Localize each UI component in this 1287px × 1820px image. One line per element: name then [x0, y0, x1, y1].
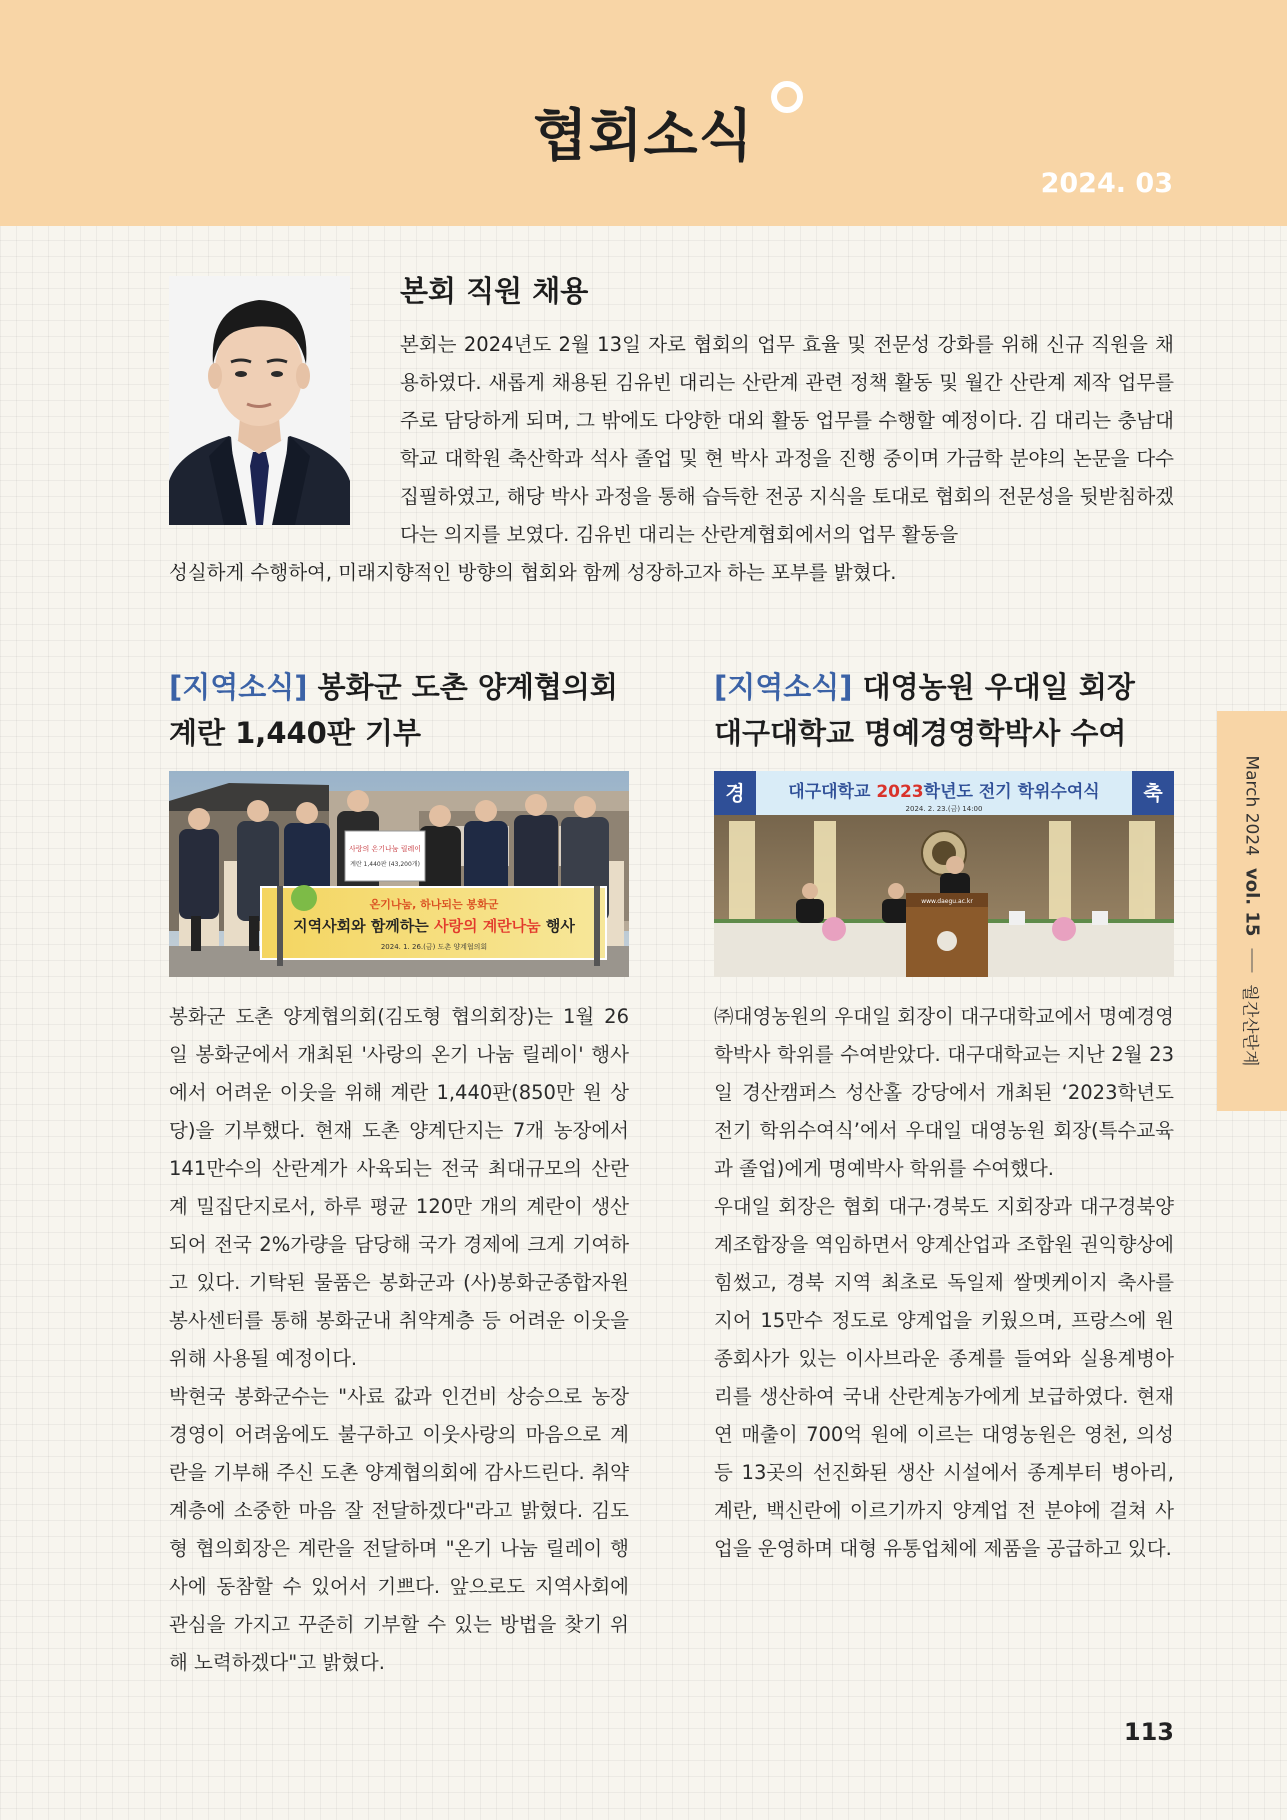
side-divider: [1252, 948, 1253, 972]
podium-text: www.daegu.ac.kr: [921, 898, 973, 905]
right-article-title: [714, 664, 1174, 756]
banner-text-b: 2023: [876, 782, 924, 802]
banner-text-c: 학년도 전기 학위수여식: [923, 782, 1100, 802]
staff-portrait: [169, 276, 350, 525]
region-news-tag: [지역소식]: [714, 670, 853, 704]
ceremony-banner-date: 2024. 2. 23.(금) 14:00: [905, 805, 983, 813]
banner-main-text: [293, 917, 575, 935]
banner-main-b: 사랑의 계란나눔: [434, 917, 541, 935]
left-article-body: [169, 998, 629, 1682]
graduation-ceremony-photo: [714, 771, 1174, 977]
issue-date: 2024. 03: [1040, 168, 1173, 199]
ceremony-photo-illustration: [714, 771, 1174, 977]
sign-line1: 사랑의 온기나눔 릴레이: [348, 845, 422, 853]
side-issue-tab: [1217, 711, 1287, 1111]
banner-main-c: 행사: [540, 917, 575, 935]
left-title-line2: 계란 1,440판 기부: [169, 716, 421, 750]
sign-line2: 계란 1,440판 (43,200개): [350, 861, 420, 868]
right-paragraph-1: ㈜대영농원의 우대일 회장이 대구대학교에서 명예경영학박사 학위를 수여받았다. 대구대학교는 지난 2월 23일 경산캠퍼스 성산홀 강당에서 개최된 ‘2023학년도 전기 학위수여식’에서 우대일 대영농원 회장(특수교육과 졸업)에게 명예박사 학위를 수여했다.: [714, 1005, 1174, 1180]
side-tab-text: [1240, 755, 1265, 1066]
ceremony-banner-text: [788, 781, 1099, 802]
banner-top-text: 온기나눔, 하나되는 봉화군: [369, 898, 499, 911]
staff-section-title: 본회 직원 채용: [400, 274, 589, 308]
page-number: 113: [1123, 1718, 1174, 1746]
title-ring-ornament: [771, 81, 803, 113]
region-news-tag: [지역소식]: [169, 670, 308, 704]
right-title-line1: 대영농원 우대일 회장: [862, 670, 1135, 704]
side-magazine-name: 월간산란계: [1239, 984, 1260, 1067]
side-volume: vol. 15: [1241, 867, 1263, 937]
staff-paragraph: 본회는 2024년도 2월 13일 자로 협회의 업무 효율 및 전문성 강화를 위해 신규 직원을 채용하였다. 새롭게 채용된 김유빈 대리는 산란계 관련 정책 활동 및 월간 산란계 제작 업무를 주로 담당하게 되며, 그 밖에도 다양한 대외 활동 업무를 수행할 예정이다. 김 대리는 충남대학교 대학원 축산학과 석사 졸업 및 현 박사 과정을 진행 중이며 가금학 분야의 논문을 다수 집필하였고, 해당 박사 과정을 통해 습득한 전공 지식을 토대로 협회의 전문성을 뒷받침하겠다는 의지를 보였다. 김유빈 대리는 산란계협회에서의 업무 활동을: [400, 333, 1174, 546]
left-paragraph-1: 봉화군 도촌 양계협의회(김도형 협의회장)는 1월 26일 봉화군에서 개최된 '사랑의 온기 나눔 릴레이' 행사에서 어려운 이웃을 위해 계란 1,440판(850만 원 상당)을 기부했다. 현재 도촌 양계단지는 7개 농장에서 141만수의 산란계가 사육되는 전국 최대규모의 산란계 밀집단지로서, 하루 평균 120만 개의 계란이 생산되어 전국 2%가량을 담당해 국가 경제에 크게 기여하고 있다. 기탁된 물품은 봉화군과 (사)봉화군종합자원봉사센터를 통해 봉화군내 취약계층 등 어려운 이웃을 위해 사용될 예정이다.: [169, 1005, 629, 1370]
left-paragraph-2: 박현국 봉화군수는 "사료 값과 인건비 상승으로 농장경영이 어려움에도 불구하고 이웃사랑의 마음으로 계란을 기부해 주신 도촌 양계협의회에 감사드린다. 취약계층에 소중한 마음 잘 전달하겠다"라고 밝혔다. 김도형 협의회장은 계란을 전달하며 "온기 나눔 릴레이 행사에 동참할 수 있어서 기쁘다. 앞으로도 지역사회에 관심을 가지고 꾸준히 기부할 수 있는 방법을 찾기 위해 노력하겠다"고 밝혔다.: [169, 1385, 629, 1674]
banner-date: 2024. 1. 26.(금) 도촌 양계협의회: [380, 943, 488, 951]
portrait-illustration: [169, 276, 350, 525]
right-paragraph-2: 우대일 회장은 협회 대구·경북도 지회장과 대구경북양계조합장을 역임하면서 양계산업과 조합원 권익향상에 힘썼고, 경북 지역 최초로 독일제 쌀멧케이지 축사를 지어 15만수 정도로 양계업을 키웠으며, 프랑스에 원종회사가 있는 이사브라운 종계를 들여와 실용계병아리를 생산하여 국내 산란계농가에게 보급하였다. 현재 연 매출이 700억 원에 이르는 대영농원은 영천, 의성 등 13곳의 선진화된 생산 시설에서 종계부터 병아리, 계란, 백신란에 이르기까지 양계업 전 분야에 걸쳐 사업을 운영하며 대형 유통업체에 제품을 공급하고 있다.: [714, 1195, 1174, 1560]
egg-donation-photo: [169, 771, 629, 977]
right-article-body: [714, 998, 1174, 1568]
banner-text-a: 대구대학교: [788, 782, 877, 802]
side-issue-month: March 2024: [1242, 755, 1262, 856]
right-title-line2: 대구대학교 명예경영학박사 수여: [714, 716, 1127, 750]
left-article-title: [169, 664, 639, 756]
banner-main-a: 지역사회와 함께하는: [293, 917, 434, 935]
header-band: [0, 0, 1287, 226]
left-title-line1: 봉화군 도촌 양계협의회: [317, 670, 618, 704]
staff-paragraph-last-line: 성실하게 수행하여, 미래지향적인 방향의 협회와 함께 성장하고자 하는 포부를 밝혔다.: [169, 561, 897, 584]
banner-right-char: 축: [1143, 781, 1163, 805]
donation-photo-illustration: [169, 771, 629, 977]
page-title: 협회소식: [533, 104, 754, 169]
banner-left-char: 경: [725, 781, 745, 805]
